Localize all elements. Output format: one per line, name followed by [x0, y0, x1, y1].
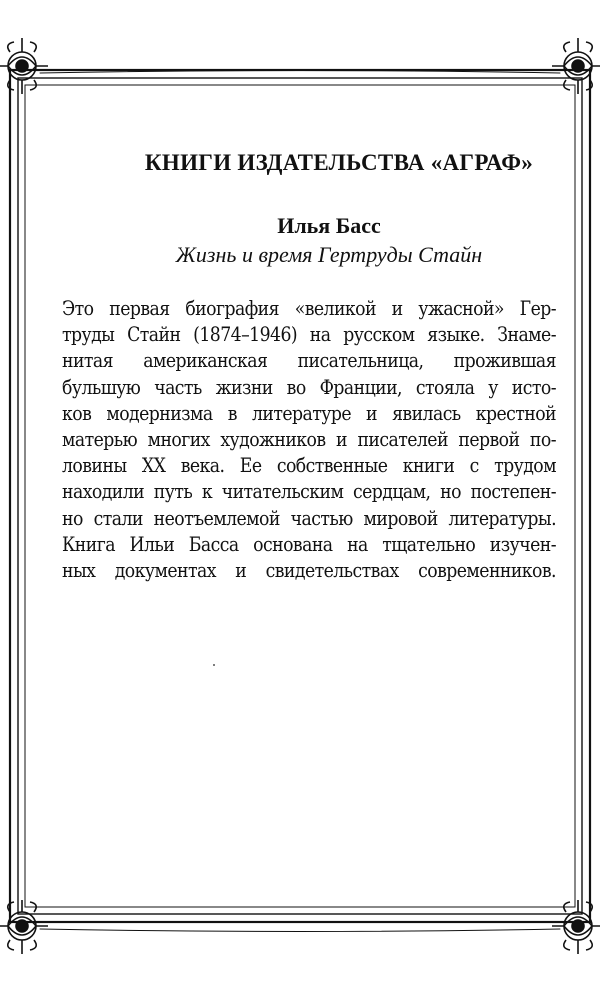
description-line: нитая американская писательница, прожившая	[62, 349, 556, 373]
author-name: Илья Басс	[277, 213, 381, 238]
corner-ornament-top-left	[0, 38, 48, 94]
description-line: бульшую часть жизни во Франции, стояла у исто-	[62, 375, 556, 399]
description	[62, 296, 556, 584]
description-line: ловины XX века. Ее собственные книги с трудом	[62, 454, 556, 478]
corner-ornament-bottom-left	[0, 900, 48, 954]
corner-ornament-bottom-right	[552, 900, 600, 954]
description-line: труды Стайн (1874–1946) на русском языке. Знаме-	[62, 323, 556, 347]
description-line: ных документах и свидетельствах современников.	[62, 559, 556, 583]
description-line: Это первая биография «великой и ужасной» Гер-	[62, 297, 556, 320]
book-announcement	[62, 150, 556, 584]
book-title: Жизнь и время Гертруды Стайн	[175, 242, 483, 267]
section-heading: КНИГИ ИЗДАТЕЛЬСТВА «АГРАФ»	[144, 150, 534, 175]
description-line: ков модернизма в литературе и явилась крестной	[62, 401, 556, 425]
speck-mark	[213, 664, 215, 666]
description-line: находили путь к читательским сердцам, но постепен-	[62, 480, 556, 504]
description-line: но стали неотъемлемой частью мировой литературы.	[62, 506, 556, 530]
description-line: Книга Ильи Басса основана на тщательно изучен-	[62, 532, 556, 556]
corner-ornament-top-right	[552, 38, 600, 94]
description-line: матерью многих художников и писателей первой по-	[62, 428, 556, 452]
